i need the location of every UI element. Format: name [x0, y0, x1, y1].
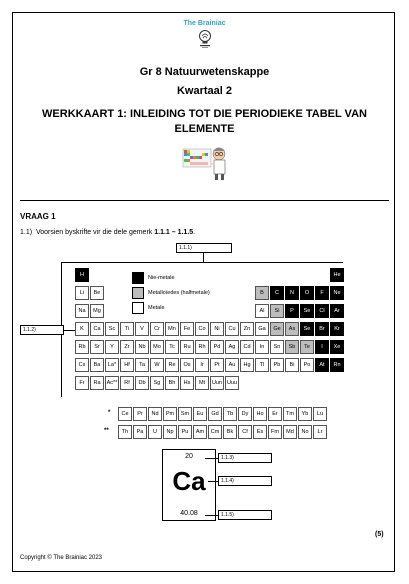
element-cell-eu: Eu: [193, 407, 207, 421]
element-cell-na: Na: [75, 304, 89, 318]
element-cell-sr: Sr: [90, 340, 104, 354]
atomic-mass: 40.08: [180, 510, 198, 517]
legend-metals: Metale: [148, 305, 165, 311]
scientist-periodic-table-illustration: [182, 143, 230, 181]
element-cell-nb: Nb: [135, 340, 149, 354]
element-symbol: Ca: [172, 466, 206, 496]
legend-swatch-metalloids: [132, 287, 144, 299]
element-cell-fm: Fm: [268, 425, 282, 439]
element-cell-fr: Fr: [75, 376, 89, 390]
element-cell-pt: Pt: [210, 358, 224, 372]
element-cell-hf: Hf: [120, 358, 134, 372]
element-cell-ni: Ni: [210, 322, 224, 336]
legend-nonmetals: Nie-metale: [148, 275, 175, 281]
element-cell-cr: Cr: [150, 322, 164, 336]
element-cell-bh: Bh: [165, 376, 179, 390]
element-cell-db: Db: [135, 376, 149, 390]
element-cell-cm: Cm: [208, 425, 222, 439]
element-cell-tb: Tb: [223, 407, 237, 421]
element-cell-se: Se: [300, 304, 314, 318]
label-box-1-1-5[interactable]: 1.1.5): [218, 510, 272, 520]
element-cell-bk: Bk: [223, 425, 237, 439]
element-cell-rf: Rf: [120, 376, 134, 390]
brand-name: The Brainiac: [183, 20, 226, 27]
element-cell-ge: Ge: [270, 322, 284, 336]
question-text-prefix: Voorsien byskrifte vir die dele gemerk: [35, 229, 155, 236]
element-cell-sb: Sb: [285, 340, 299, 354]
element-cell-mn: Mn: [165, 322, 179, 336]
element-cell-p: P: [285, 304, 299, 318]
element-cell-as: As: [285, 322, 299, 336]
lanthanide-marker: *: [108, 410, 111, 416]
element-cell-h: H: [75, 268, 89, 282]
element-cell-pu: Pu: [178, 425, 192, 439]
element-cell-mt: Mt: [195, 376, 209, 390]
element-cell-ga: Ga: [255, 322, 269, 336]
element-cell-cu: Cu: [225, 322, 239, 336]
element-cell-ne: Ne: [330, 286, 344, 300]
element-cell-uuu: Uuu: [225, 376, 239, 390]
element-cell-pa: Pa: [133, 425, 147, 439]
element-cell-li: Li: [75, 286, 89, 300]
element-cell-bi: Bi: [285, 358, 299, 372]
pointer-line-1-1-4: [208, 481, 218, 482]
element-cell-f: F: [315, 286, 329, 300]
element-cell-am: Am: [193, 425, 207, 439]
element-cell-pb: Pb: [270, 358, 284, 372]
element-cell-th: Th: [118, 425, 132, 439]
label-box-1-1-1[interactable]: 1.1.1): [176, 243, 232, 253]
element-cell-te: Te: [300, 340, 314, 354]
element-cell-np: Np: [163, 425, 177, 439]
element-cell-rh: Rh: [195, 340, 209, 354]
element-cell-al: Al: [255, 304, 269, 318]
question-instruction: [20, 229, 195, 236]
element-cell-fe: Fe: [180, 322, 194, 336]
pointer-line-1-1-5: [205, 515, 218, 516]
element-cell-ac: Ac**: [105, 376, 119, 390]
element-cell-y: Y: [105, 340, 119, 354]
pointer-line-1-1-3: [205, 458, 218, 459]
element-cell-sm: Sm: [178, 407, 192, 421]
legend-swatch-metals: [132, 302, 144, 314]
question-marks: (5): [375, 531, 384, 538]
element-cell-ti: Ti: [120, 322, 134, 336]
element-cell-no: No: [298, 425, 312, 439]
element-cell-si: Si: [270, 304, 284, 318]
atomic-number: 20: [185, 453, 193, 460]
element-cell-ce: Ce: [118, 407, 132, 421]
question-number: 1.1): [20, 229, 33, 236]
element-cell-in: In: [255, 340, 269, 354]
element-cell-ar: Ar: [330, 304, 344, 318]
element-cell-kr: Kr: [330, 322, 344, 336]
element-cell-xe: Xe: [330, 340, 344, 354]
pointer-line-1-1-1: [203, 253, 204, 262]
element-cell-ra: Ra: [90, 376, 104, 390]
brainiac-logo-icon: [197, 29, 213, 49]
element-cell-tl: Tl: [255, 358, 269, 372]
element-cell-hs: Hs: [180, 376, 194, 390]
element-cell-lu: Lu: [313, 407, 327, 421]
element-cell-er: Er: [268, 407, 282, 421]
element-cell-k: K: [75, 322, 89, 336]
label-box-1-1-3[interactable]: 1.1.3): [218, 453, 272, 463]
element-cell-co: Co: [195, 322, 209, 336]
pointer-line-1-1-2: [64, 330, 75, 331]
element-cell-uun: Uun: [210, 376, 224, 390]
element-cell-rb: Rb: [75, 340, 89, 354]
label-box-1-1-2[interactable]: 1.1.2): [20, 325, 64, 335]
element-cell-nd: Nd: [148, 407, 162, 421]
element-cell-pm: Pm: [163, 407, 177, 421]
element-cell-ta: Ta: [135, 358, 149, 372]
element-box-calcium: [162, 449, 216, 521]
element-cell-pr: Pr: [133, 407, 147, 421]
element-cell-i: I: [315, 340, 329, 354]
element-cell-zr: Zr: [120, 340, 134, 354]
element-cell-gd: Gd: [208, 407, 222, 421]
legend-swatch-nonmetals: [132, 272, 144, 284]
question-heading: VRAAG 1: [20, 212, 56, 221]
copyright-notice: Copyright © The Brainiac 2023: [20, 555, 103, 561]
element-cell-yb: Yb: [298, 407, 312, 421]
element-cell-ba: Ba: [90, 358, 104, 372]
element-cell-br: Br: [315, 322, 329, 336]
element-cell-zn: Zn: [240, 322, 254, 336]
element-cell-se: Se: [300, 322, 314, 336]
element-cell-cs: Cs: [75, 358, 89, 372]
element-cell-sc: Sc: [105, 322, 119, 336]
element-cell-cd: Cd: [240, 340, 254, 354]
element-cell-ir: Ir: [195, 358, 209, 372]
element-cell-hg: Hg: [240, 358, 254, 372]
element-cell-ho: Ho: [253, 407, 267, 421]
element-cell-ca: Ca: [90, 322, 104, 336]
actinide-marker: **: [104, 428, 109, 434]
element-cell-cf: Cf: [238, 425, 252, 439]
element-cell-tc: Tc: [165, 340, 179, 354]
element-cell-sn: Sn: [270, 340, 284, 354]
bracket-line-top: [61, 262, 343, 263]
element-cell-at: At: [315, 358, 329, 372]
element-cell-cl: Cl: [315, 304, 329, 318]
element-cell-mo: Mo: [150, 340, 164, 354]
element-cell-ag: Ag: [225, 340, 239, 354]
element-cell-rn: Rn: [330, 358, 344, 372]
question-text-suffix: .: [193, 229, 196, 236]
element-cell-sg: Sg: [150, 376, 164, 390]
element-cell-re: Re: [165, 358, 179, 372]
element-cell-dy: Dy: [238, 407, 252, 421]
element-cell-mg: Mg: [90, 304, 104, 318]
element-cell-os: Os: [180, 358, 194, 372]
element-cell-la: La*: [105, 358, 119, 372]
element-cell-v: V: [135, 322, 149, 336]
element-cell-po: Po: [300, 358, 314, 372]
element-cell-n: N: [285, 286, 299, 300]
label-box-1-1-4[interactable]: 1.1.4): [218, 476, 272, 486]
element-cell-pd: Pd: [210, 340, 224, 354]
element-cell-w: W: [150, 358, 164, 372]
element-cell-u: U: [148, 425, 162, 439]
element-cell-b: B: [255, 286, 269, 300]
element-cell-au: Au: [225, 358, 239, 372]
element-cell-c: C: [270, 286, 284, 300]
element-cell-ru: Ru: [180, 340, 194, 354]
term-title: Kwartaal 2: [176, 85, 233, 97]
worksheet-title: WERKKAART 1: INLEIDING TOT DIE PERIODIEKE TABEL VAN ELEMENTE: [42, 108, 367, 135]
section-divider: [20, 200, 389, 201]
element-cell-lr: Lr: [313, 425, 327, 439]
element-cell-es: Es: [253, 425, 267, 439]
question-text-range: 1.1.1 – 1.1.5: [154, 229, 194, 236]
element-cell-he: He: [330, 268, 344, 282]
element-cell-md: Md: [283, 425, 297, 439]
element-cell-o: O: [300, 286, 314, 300]
legend-metalloids: Metalloïedes (halfmetale): [148, 290, 210, 296]
element-cell-be: Be: [90, 286, 104, 300]
grade-title: Gr 8 Natuurwetenskappe: [139, 66, 270, 78]
element-cell-tm: Tm: [283, 407, 297, 421]
